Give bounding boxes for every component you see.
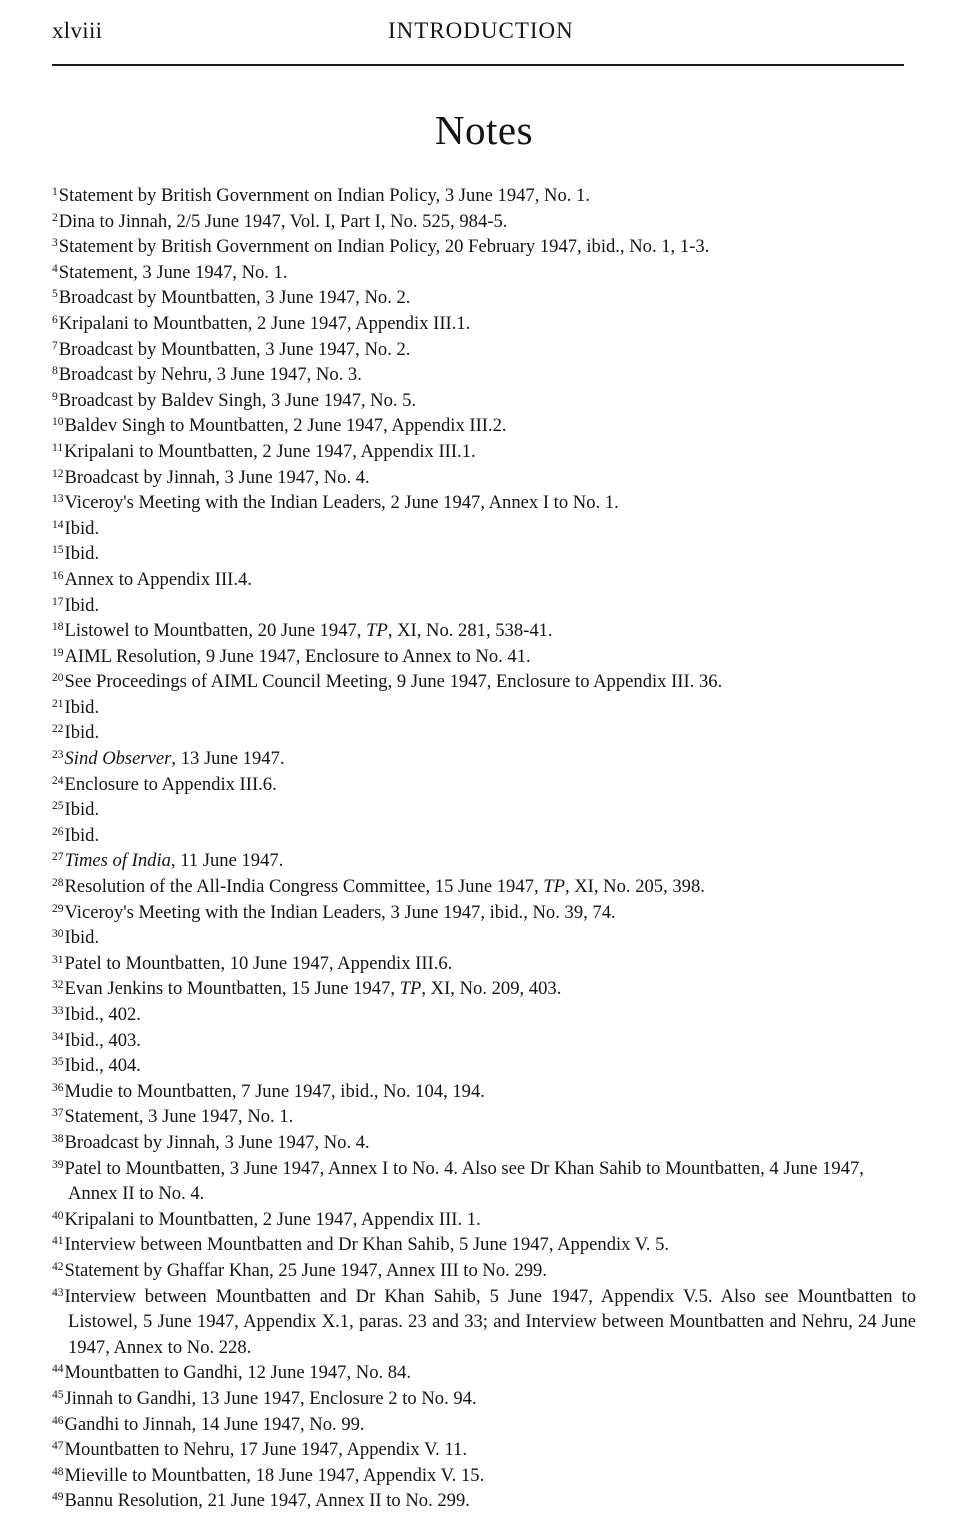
note-item: [52, 1232, 916, 1258]
note-number: 27: [52, 851, 64, 864]
note-text: Broadcast by Nehru, 3 June 1947, No. 3.: [58, 364, 362, 386]
note-text: Bannu Resolution, 21 June 1947, Annex II to No. 299.: [64, 1490, 470, 1512]
note-item: [52, 1258, 916, 1284]
note-number: 18: [52, 621, 64, 634]
note-item: [52, 720, 916, 746]
page-number: xlviii: [52, 18, 103, 43]
note-item: [52, 823, 916, 849]
note-text: Broadcast by Jinnah, 3 June 1947, No. 4.: [64, 466, 370, 488]
note-number: 20: [52, 672, 64, 685]
note-number: 24: [52, 774, 64, 787]
note-number: 22: [52, 723, 64, 736]
note-number: 26: [52, 825, 64, 838]
note-text: Kripalani to Mountbatten, 2 June 1947, Appendix III.1.: [64, 440, 476, 462]
note-number: 40: [52, 1209, 64, 1222]
note-number: 3: [52, 237, 58, 250]
page-title: Notes: [434, 107, 534, 153]
note-number: 4: [52, 262, 58, 275]
note-number: 37: [52, 1107, 64, 1120]
note-number: 39: [52, 1158, 64, 1171]
note-item: [52, 209, 916, 235]
note-item: [52, 746, 916, 772]
note-number: 8: [52, 365, 58, 378]
note-item: [52, 541, 916, 567]
note-number: 17: [52, 595, 64, 608]
note-text: Patel to Mountbatten, 3 June 1947, Annex I to No. 4. Also see Dr Khan Sahib to Mountbatten, 4 June 1947, Annex II to No. 4.: [64, 1157, 864, 1205]
note-number: 15: [52, 544, 64, 557]
note-text: Ibid.: [64, 696, 100, 718]
note-item: [52, 1079, 916, 1105]
note-italic-title: Sind Observer: [64, 748, 172, 770]
note-item: [52, 1386, 916, 1412]
note-number: 12: [52, 467, 64, 480]
note-text: Mountbatten to Gandhi, 12 June 1947, No. 84.: [64, 1362, 412, 1384]
note-italic-title: TP: [366, 620, 388, 642]
note-text: Ibid.: [64, 594, 100, 616]
note-item: [52, 413, 916, 439]
note-item: [52, 848, 916, 874]
note-item: [52, 593, 916, 619]
note-item: [52, 388, 916, 414]
note-item: [52, 925, 916, 951]
note-text: , 13 June 1947.: [171, 748, 285, 770]
note-number: 7: [52, 339, 58, 352]
note-number: 14: [52, 518, 64, 531]
note-item: [52, 285, 916, 311]
note-item: [52, 772, 916, 798]
note-text: Ibid.: [64, 517, 100, 539]
note-number: 5: [52, 288, 58, 301]
note-text: Ibid., 403.: [64, 1029, 141, 1051]
note-number: 34: [52, 1030, 64, 1043]
note-text: Gandhi to Jinnah, 14 June 1947, No. 99.: [64, 1413, 365, 1435]
note-item: [52, 516, 916, 542]
note-item: [52, 1104, 916, 1130]
note-number: 47: [52, 1440, 64, 1453]
note-text: Ibid., 402.: [64, 1004, 141, 1025]
note-item: [52, 1412, 916, 1438]
note-item: [52, 439, 916, 465]
note-text: Kripalani to Mountbatten, 2 June 1947, Appendix III. 1.: [64, 1208, 481, 1230]
note-number: 49: [52, 1491, 64, 1504]
note-item: [52, 695, 916, 721]
note-number: 16: [52, 569, 64, 582]
note-item: [52, 644, 916, 670]
note-item: [52, 183, 916, 209]
note-text: Annex to Appendix III.4.: [64, 568, 252, 590]
note-text: Patel to Mountbatten, 10 June 1947, Appendix III.6.: [64, 952, 453, 974]
note-number: 11: [52, 441, 64, 454]
note-item: [52, 362, 916, 388]
note-text: Baldev Singh to Mountbatten, 2 June 1947, Appendix III.2.: [64, 415, 507, 437]
note-item: [52, 260, 916, 286]
note-item: [52, 797, 916, 823]
note-text: , XI, No. 209, 403.: [421, 978, 562, 1000]
note-number: 41: [52, 1235, 64, 1248]
note-number: 43: [52, 1286, 64, 1299]
note-number: 44: [52, 1363, 64, 1376]
note-number: 46: [52, 1414, 64, 1427]
note-text: Statement, 3 June 1947, No. 1.: [64, 1106, 294, 1128]
note-text: Statement by British Government on Indian Policy, 20 February 1947, ibid., No. 1, 1-3.: [58, 236, 710, 258]
note-text: Ibid.: [64, 722, 100, 744]
note-text: Ibid.: [64, 824, 100, 846]
note-text: , XI, No. 205, 398.: [564, 876, 705, 898]
note-item: [52, 1437, 916, 1463]
note-item: [52, 976, 916, 1002]
note-number: 13: [52, 493, 64, 506]
note-item: [52, 618, 916, 644]
note-text: Broadcast by Mountbatten, 3 June 1947, No. 2.: [58, 287, 411, 309]
note-item: [52, 1028, 916, 1054]
note-number: 32: [52, 979, 64, 992]
note-text: See Proceedings of AIML Council Meeting, 9 June 1947, Enclosure to Appendix III. 36.: [64, 671, 723, 693]
note-text: Viceroy's Meeting with the Indian Leaders, 2 June 1947, Annex I to No. 1.: [64, 492, 619, 514]
note-number: 6: [52, 313, 58, 326]
note-item: [52, 1360, 916, 1386]
header-rule: [52, 64, 904, 66]
note-number: 33: [52, 1005, 64, 1017]
note-text: Broadcast by Baldev Singh, 3 June 1947, No. 5.: [58, 389, 417, 411]
note-number: 38: [52, 1132, 64, 1145]
note-number: 21: [52, 697, 64, 710]
note-item: [52, 490, 916, 516]
note-item: [52, 1207, 916, 1233]
note-item: [52, 234, 916, 260]
note-item: [52, 1053, 916, 1079]
note-text: Ibid.: [64, 799, 100, 821]
note-item: [52, 1130, 916, 1156]
note-item: [52, 311, 916, 337]
note-item: [52, 900, 916, 926]
note-item: [52, 1156, 916, 1207]
note-item: [52, 1463, 916, 1489]
note-italic-title: Times of India: [64, 850, 171, 872]
note-text: Jinnah to Gandhi, 13 June 1947, Enclosure 2 to No. 94.: [64, 1387, 477, 1409]
note-item: [52, 874, 916, 900]
note-number: 9: [52, 390, 58, 403]
note-item: [52, 1488, 916, 1514]
note-number: 2: [52, 211, 58, 224]
notes-list: [52, 183, 916, 1514]
note-text: Statement by British Government on Indian Policy, 3 June 1947, No. 1.: [58, 185, 590, 206]
note-text: Broadcast by Jinnah, 3 June 1947, No. 4.: [64, 1131, 370, 1153]
note-number: 29: [52, 902, 64, 915]
note-item: [52, 465, 916, 491]
note-text: Resolution of the All-India Congress Committee, 15 June 1947,: [64, 876, 544, 898]
note-text: Listowel to Mountbatten, 20 June 1947,: [64, 620, 367, 642]
note-number: 19: [52, 646, 64, 659]
note-text: Kripalani to Mountbatten, 2 June 1947, Appendix III.1.: [58, 312, 471, 334]
note-text: Viceroy's Meeting with the Indian Leaders, 3 June 1947, ibid., No. 39, 74.: [64, 901, 616, 923]
note-text: Broadcast by Mountbatten, 3 June 1947, No. 2.: [58, 338, 411, 360]
note-number: 35: [52, 1056, 64, 1069]
note-text: Interview between Mountbatten and Dr Khan Sahib, 5 June 1947, Appendix V. 5.: [64, 1234, 670, 1256]
note-text: Mountbatten to Nehru, 17 June 1947, Appendix V. 11.: [64, 1439, 467, 1461]
note-item: [52, 951, 916, 977]
note-number: 28: [52, 877, 64, 890]
note-number: 36: [52, 1081, 64, 1094]
note-text: Interview between Mountbatten and Dr Khan Sahib, 5 June 1947, Appendix V.5. Also see Mountbatten to Listowel, 5 June 1947, Appendix X.1, paras. 23 and 33; and Interview between Mountbatten and Nehru, 24 June 1947, Annex to No. 228.: [64, 1285, 916, 1358]
note-text: Statement by Ghaffar Khan, 25 June 1947, Annex III to No. 299.: [64, 1259, 547, 1281]
note-italic-title: TP: [399, 978, 422, 1000]
note-item: [52, 567, 916, 593]
note-italic-title: TP: [543, 876, 565, 898]
note-text: Enclosure to Appendix III.6.: [64, 773, 277, 795]
note-number: 23: [52, 749, 64, 762]
note-text: Ibid.: [64, 927, 100, 949]
note-item: [52, 337, 916, 363]
note-text: Statement, 3 June 1947, No. 1.: [58, 261, 288, 283]
note-text: , XI, No. 281, 538-41.: [387, 620, 553, 642]
note-text: Mieville to Mountbatten, 18 June 1947, Appendix V. 15.: [64, 1464, 485, 1486]
note-number: 31: [52, 953, 64, 966]
note-number: 48: [52, 1465, 64, 1478]
note-text: Evan Jenkins to Mountbatten, 15 June 1947,: [64, 978, 400, 1000]
note-number: 45: [52, 1388, 64, 1401]
note-text: Ibid., 404.: [64, 1055, 141, 1077]
note-number: 25: [52, 800, 64, 813]
note-text: Dina to Jinnah, 2/5 June 1947, Vol. I, Part I, No. 525, 984-5.: [58, 210, 508, 232]
note-number: 10: [52, 416, 64, 429]
note-text: Mudie to Mountbatten, 7 June 1947, ibid., No. 104, 194.: [64, 1080, 485, 1102]
note-item: [52, 1284, 916, 1361]
note-number: 42: [52, 1260, 64, 1273]
note-text: Ibid.: [64, 543, 100, 565]
note-number: 1: [52, 186, 58, 198]
note-text: , 11 June 1947.: [170, 850, 284, 872]
note-item: [52, 1002, 916, 1028]
running-head: INTRODUCTION: [388, 18, 574, 43]
page-header: [52, 18, 904, 54]
note-item: [52, 669, 916, 695]
note-number: 30: [52, 928, 64, 941]
note-text: AIML Resolution, 9 June 1947, Enclosure to Annex to No. 41.: [64, 645, 531, 667]
